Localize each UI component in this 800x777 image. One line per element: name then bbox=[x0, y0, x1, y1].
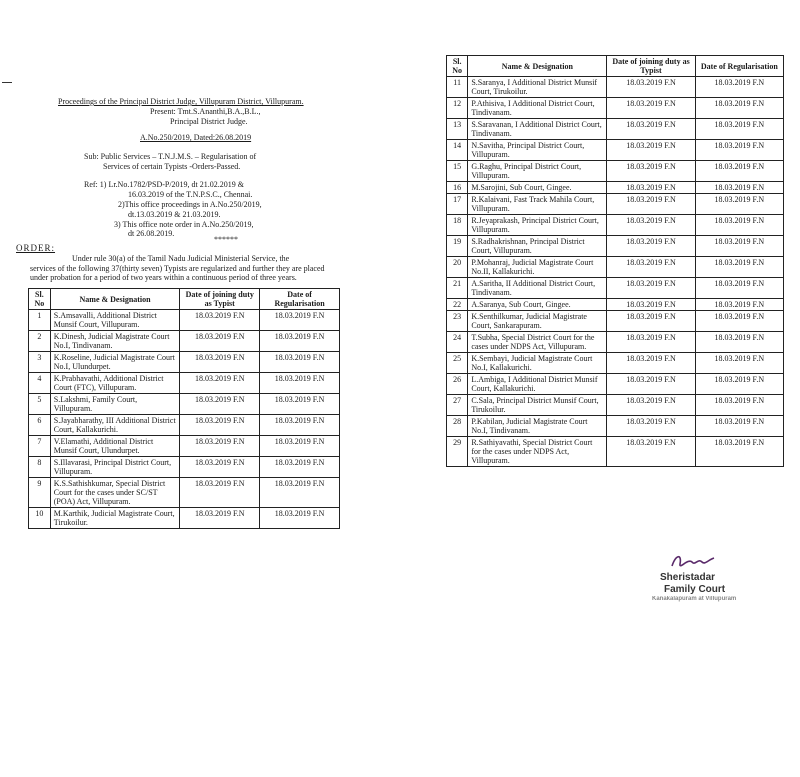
row-sl: 23 bbox=[447, 311, 468, 332]
row-sl: 25 bbox=[447, 353, 468, 374]
header-reg: Date of Regularisation bbox=[695, 56, 783, 77]
table-row bbox=[447, 299, 784, 311]
order-line-1: Under rule 30(a) of the Tamil Nadu Judicial Ministerial Service, the bbox=[72, 254, 290, 263]
row-reg: 18.03.2019 F.N bbox=[260, 457, 340, 478]
header-reg: Date of Regularisation bbox=[260, 289, 340, 310]
row-reg: 18.03.2019 F.N bbox=[695, 299, 783, 311]
row-name: L.Ambiga, I Additional District Munsif Court, Kallakurichi. bbox=[468, 374, 607, 395]
row-name: P.Kabilan, Judicial Magistrate Court No.I, Tindivanam. bbox=[468, 416, 607, 437]
header-name: Name & Designation bbox=[50, 289, 180, 310]
row-doj: 18.03.2019 F.N bbox=[607, 395, 695, 416]
table-row bbox=[29, 415, 340, 436]
row-name: K.Sembayi, Judicial Magistrate Court No.I, Kallakurichi. bbox=[468, 353, 607, 374]
row-name: M.Sarojini, Sub Court, Gingee. bbox=[468, 182, 607, 194]
header-doj: Date of joining duty as Typist bbox=[180, 289, 260, 310]
row-reg: 18.03.2019 F.N bbox=[260, 394, 340, 415]
margin-mark bbox=[2, 82, 12, 83]
row-name: K.Senthilkumar, Judicial Magistrate Court, Sankarapuram. bbox=[468, 311, 607, 332]
row-sl: 27 bbox=[447, 395, 468, 416]
row-doj: 18.03.2019 F.N bbox=[607, 77, 695, 98]
table-row bbox=[29, 310, 340, 331]
row-name: A.Saranya, Sub Court, Gingee. bbox=[468, 299, 607, 311]
proceedings-title: Proceedings of the Principal District Judge, Villupuram District, Villupuram. bbox=[58, 97, 304, 106]
subject-line-2: Services of certain Typists -Orders-Passed. bbox=[103, 162, 241, 171]
row-sl: 11 bbox=[447, 77, 468, 98]
row-doj: 18.03.2019 F.N bbox=[180, 352, 260, 373]
row-sl: 20 bbox=[447, 257, 468, 278]
row-sl: 5 bbox=[29, 394, 51, 415]
header-doj: Date of joining duty as Typist bbox=[607, 56, 695, 77]
table-row bbox=[447, 353, 784, 374]
order-line-2: services of the following 37(thirty seven) Typists are regularized and further they are placed bbox=[30, 264, 325, 273]
ref-line-6: dt 26.08.2019. bbox=[128, 229, 175, 238]
table-header-row bbox=[29, 289, 340, 310]
seal-line-3: Kanakalapuram at Villupuram bbox=[652, 596, 737, 602]
row-name: S.Lakshmi, Family Court, Villupuram. bbox=[50, 394, 180, 415]
row-reg: 18.03.2019 F.N bbox=[695, 374, 783, 395]
row-sl: 29 bbox=[447, 437, 468, 467]
row-name: G.Raghu, Principal District Court, Villupuram. bbox=[468, 161, 607, 182]
table-row bbox=[447, 416, 784, 437]
row-reg: 18.03.2019 F.N bbox=[695, 215, 783, 236]
row-doj: 18.03.2019 F.N bbox=[180, 478, 260, 508]
row-doj: 18.03.2019 F.N bbox=[180, 310, 260, 331]
row-sl: 26 bbox=[447, 374, 468, 395]
row-doj: 18.03.2019 F.N bbox=[607, 194, 695, 215]
designation-line: Principal District Judge. bbox=[170, 117, 248, 126]
row-reg: 18.03.2019 F.N bbox=[695, 77, 783, 98]
header-name: Name & Designation bbox=[468, 56, 607, 77]
row-reg: 18.03.2019 F.N bbox=[695, 353, 783, 374]
table-row bbox=[447, 236, 784, 257]
row-doj: 18.03.2019 F.N bbox=[607, 161, 695, 182]
row-name: N.Savitha, Principal District Court, Villupuram. bbox=[468, 140, 607, 161]
row-sl: 14 bbox=[447, 140, 468, 161]
row-reg: 18.03.2019 F.N bbox=[260, 508, 340, 529]
row-name: S.Saranya, I Additional District Munsif Court, Tirukoilur. bbox=[468, 77, 607, 98]
row-reg: 18.03.2019 F.N bbox=[260, 331, 340, 352]
row-doj: 18.03.2019 F.N bbox=[607, 119, 695, 140]
table-row bbox=[29, 478, 340, 508]
table-row bbox=[447, 77, 784, 98]
row-reg: 18.03.2019 F.N bbox=[695, 332, 783, 353]
ref-line-1: Ref: 1) Lr.No.1782/PSD-P/2019, dt 21.02.2019 & bbox=[84, 180, 245, 189]
table-row bbox=[29, 373, 340, 394]
row-doj: 18.03.2019 F.N bbox=[607, 299, 695, 311]
table-row bbox=[447, 194, 784, 215]
row-doj: 18.03.2019 F.N bbox=[180, 394, 260, 415]
row-doj: 18.03.2019 F.N bbox=[607, 416, 695, 437]
table-row bbox=[447, 119, 784, 140]
row-reg: 18.03.2019 F.N bbox=[260, 310, 340, 331]
row-doj: 18.03.2019 F.N bbox=[607, 437, 695, 467]
table-row bbox=[447, 161, 784, 182]
order-line-3: under probation for a period of two years within a continuous period of three years. bbox=[30, 273, 297, 282]
row-sl: 18 bbox=[447, 215, 468, 236]
row-doj: 18.03.2019 F.N bbox=[607, 332, 695, 353]
row-name: K.S.Sathishkumar, Special District Court for the cases under SC/ST (POA) Act, Villupuram. bbox=[50, 478, 180, 508]
row-reg: 18.03.2019 F.N bbox=[695, 140, 783, 161]
row-reg: 18.03.2019 F.N bbox=[695, 194, 783, 215]
row-doj: 18.03.2019 F.N bbox=[180, 436, 260, 457]
row-name: K.Dinesh, Judicial Magistrate Court No.I, Tindivanam. bbox=[50, 331, 180, 352]
table-row bbox=[447, 98, 784, 119]
row-name: S.Jayabharathy, III Additional District Court, Kallakurichi. bbox=[50, 415, 180, 436]
header-sl: Sl. No bbox=[447, 56, 468, 77]
table-row bbox=[447, 182, 784, 194]
row-doj: 18.03.2019 F.N bbox=[607, 215, 695, 236]
table-row bbox=[447, 215, 784, 236]
row-sl: 12 bbox=[447, 98, 468, 119]
table-row bbox=[29, 394, 340, 415]
table-row bbox=[447, 437, 784, 467]
row-doj: 18.03.2019 F.N bbox=[607, 98, 695, 119]
row-doj: 18.03.2019 F.N bbox=[607, 140, 695, 161]
row-sl: 16 bbox=[447, 182, 468, 194]
row-sl: 1 bbox=[29, 310, 51, 331]
row-reg: 18.03.2019 F.N bbox=[260, 415, 340, 436]
row-reg: 18.03.2019 F.N bbox=[695, 98, 783, 119]
row-reg: 18.03.2019 F.N bbox=[695, 395, 783, 416]
row-sl: 21 bbox=[447, 278, 468, 299]
row-sl: 6 bbox=[29, 415, 51, 436]
row-doj: 18.03.2019 F.N bbox=[607, 278, 695, 299]
regularisation-table-right bbox=[446, 55, 784, 467]
row-reg: 18.03.2019 F.N bbox=[695, 437, 783, 467]
sheristadar-seal bbox=[640, 552, 760, 602]
row-name: P.Mohanraj, Judicial Magistrate Court No.II, Kallakurichi. bbox=[468, 257, 607, 278]
seal-line-2: Family Court bbox=[664, 584, 726, 595]
row-doj: 18.03.2019 F.N bbox=[607, 257, 695, 278]
row-doj: 18.03.2019 F.N bbox=[180, 373, 260, 394]
row-name: S.Amsavalli, Additional District Munsif Court, Villupuram. bbox=[50, 310, 180, 331]
row-reg: 18.03.2019 F.N bbox=[695, 257, 783, 278]
left-table-body bbox=[29, 310, 340, 529]
present-line: Present: Tmt.S.Ananthi,B.A.,B.L., bbox=[150, 107, 261, 116]
row-sl: 4 bbox=[29, 373, 51, 394]
order-number: A.No.250/2019, Dated:26.08.2019 bbox=[140, 133, 252, 142]
table-row bbox=[447, 311, 784, 332]
ref-line-3: 2)This office proceedings in A.No.250/2019, bbox=[118, 200, 262, 209]
row-sl: 24 bbox=[447, 332, 468, 353]
header-sl: Sl. No bbox=[29, 289, 51, 310]
row-name: V.Elamathi, Additional District Munsif Court, Ulundurpet. bbox=[50, 436, 180, 457]
row-doj: 18.03.2019 F.N bbox=[180, 457, 260, 478]
row-reg: 18.03.2019 F.N bbox=[695, 182, 783, 194]
row-doj: 18.03.2019 F.N bbox=[607, 311, 695, 332]
row-sl: 28 bbox=[447, 416, 468, 437]
table-row bbox=[29, 508, 340, 529]
row-sl: 8 bbox=[29, 457, 51, 478]
row-name: M.Karthik, Judicial Magistrate Court, Tirukoilur. bbox=[50, 508, 180, 529]
table-row bbox=[29, 352, 340, 373]
row-reg: 18.03.2019 F.N bbox=[695, 278, 783, 299]
ref-line-2: 16.03.2019 of the T.N.P.S.C., Chennai. bbox=[128, 190, 253, 199]
table-row bbox=[447, 140, 784, 161]
row-reg: 18.03.2019 F.N bbox=[695, 311, 783, 332]
table-header-row bbox=[447, 56, 784, 77]
row-sl: 13 bbox=[447, 119, 468, 140]
subject-line-1: Sub: Public Services – T.N.J.M.S. – Regularisation of bbox=[84, 152, 257, 161]
row-reg: 18.03.2019 F.N bbox=[695, 161, 783, 182]
table-row bbox=[447, 278, 784, 299]
table-row bbox=[29, 436, 340, 457]
row-sl: 10 bbox=[29, 508, 51, 529]
order-heading: ORDER: bbox=[16, 243, 56, 253]
stars-divider: ****** bbox=[214, 235, 238, 244]
row-reg: 18.03.2019 F.N bbox=[695, 119, 783, 140]
table-row bbox=[447, 395, 784, 416]
row-name: P.Athisiva, I Additional District Court, Tindivanam. bbox=[468, 98, 607, 119]
row-reg: 18.03.2019 F.N bbox=[260, 373, 340, 394]
row-sl: 2 bbox=[29, 331, 51, 352]
table-row bbox=[29, 457, 340, 478]
ref-line-4: dt.13.03.2019 & 21.03.2019. bbox=[128, 210, 221, 219]
row-name: S.Illavarasi, Principal District Court, Villupuram. bbox=[50, 457, 180, 478]
row-doj: 18.03.2019 F.N bbox=[607, 353, 695, 374]
row-name: R.Sathiyavathi, Special District Court for the cases under NDPS Act, Villupuram. bbox=[468, 437, 607, 467]
table-row bbox=[29, 331, 340, 352]
signature-mark bbox=[668, 552, 718, 574]
row-reg: 18.03.2019 F.N bbox=[695, 416, 783, 437]
row-reg: 18.03.2019 F.N bbox=[260, 436, 340, 457]
row-reg: 18.03.2019 F.N bbox=[695, 236, 783, 257]
row-name: C.Sala, Principal District Munsif Court, Tirukoilur. bbox=[468, 395, 607, 416]
row-name: A.Saritha, II Additional District Court, Tindivanam. bbox=[468, 278, 607, 299]
row-name: T.Subha, Special District Court for the cases under NDPS Act, Villupuram. bbox=[468, 332, 607, 353]
ref-line-5: 3) This office note order in A.No.250/2019, bbox=[114, 220, 254, 229]
row-doj: 18.03.2019 F.N bbox=[180, 331, 260, 352]
row-sl: 15 bbox=[447, 161, 468, 182]
table-row bbox=[447, 332, 784, 353]
row-doj: 18.03.2019 F.N bbox=[607, 236, 695, 257]
row-reg: 18.03.2019 F.N bbox=[260, 478, 340, 508]
row-doj: 18.03.2019 F.N bbox=[607, 182, 695, 194]
row-name: S.Radhakrishnan, Principal District Court, Villupuram. bbox=[468, 236, 607, 257]
row-doj: 18.03.2019 F.N bbox=[180, 508, 260, 529]
row-sl: 3 bbox=[29, 352, 51, 373]
row-name: K.Roseline, Judicial Magistrate Court No.I, Ulundurpet. bbox=[50, 352, 180, 373]
table-row bbox=[447, 374, 784, 395]
row-name: R.Jeyaprakash, Principal District Court, Villupuram. bbox=[468, 215, 607, 236]
row-sl: 17 bbox=[447, 194, 468, 215]
regularisation-table-left bbox=[28, 288, 340, 529]
row-name: S.Saravanan, I Additional District Court, Tindivanam. bbox=[468, 119, 607, 140]
row-doj: 18.03.2019 F.N bbox=[607, 374, 695, 395]
right-table-body bbox=[447, 77, 784, 467]
row-doj: 18.03.2019 F.N bbox=[180, 415, 260, 436]
seal-line-1: Sheristadar bbox=[660, 572, 716, 583]
row-name: R.Kalaivani, Fast Track Mahila Court, Villupuram. bbox=[468, 194, 607, 215]
row-name: K.Prabhavathi, Additional District Court (FTC), Villupuram. bbox=[50, 373, 180, 394]
row-sl: 22 bbox=[447, 299, 468, 311]
row-sl: 7 bbox=[29, 436, 51, 457]
row-sl: 19 bbox=[447, 236, 468, 257]
table-row bbox=[447, 257, 784, 278]
row-reg: 18.03.2019 F.N bbox=[260, 352, 340, 373]
row-sl: 9 bbox=[29, 478, 51, 508]
